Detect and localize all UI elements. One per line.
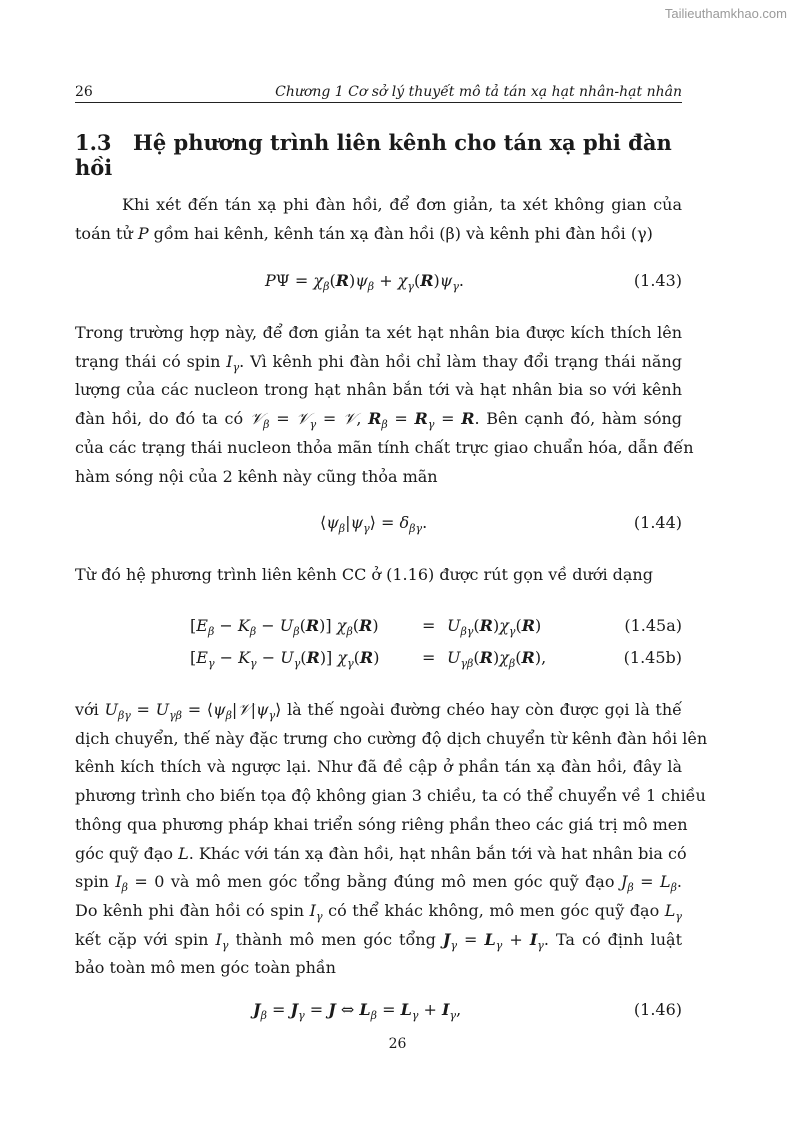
equation-1-45b-lhs: $[E_\gamma - K_\gamma - U_\gamma(R)]$ $\chi_\gamma(R)$ (190, 648, 380, 670)
equation-1-45a-lhs: $[E_\beta - K_\beta - U_\beta(R)]$ $\chi_\beta(R)$ (190, 616, 379, 638)
p4-line-1: với $U_{\beta\gamma} = U_{\gamma\beta}$ = $⟨\psi_\beta|𝒱|\psi_\gamma⟩$ là thế ngoài đường chéo hay còn được gọi là thế (75, 700, 683, 722)
p4-line-10: bảo toàn mô men góc toàn phần (75, 958, 336, 978)
section-title: Hệ phương trình liên kênh cho tán xạ phi đàn hồi (75, 130, 672, 180)
p4-line-6: góc quỹ đạo L. Khác với tán xạ đàn hồi, hạt nhân bắn tới và hat nhân bia có (75, 843, 687, 863)
p4-line-9: kết cặp với spin $I_\gamma$ thành mô men góc tổng $J_\gamma = L_\gamma + I_\gamma$. Ta có định luật (75, 929, 683, 952)
p4-line-8: Do kênh phi đàn hồi có spin $I_\gamma$ có thể khác không, mô men góc quỹ đạo $L_\gamma$ (75, 900, 682, 923)
section-heading (75, 130, 715, 180)
equation-1-43 (75, 271, 682, 297)
equation-1-44-number: (1.44) (633, 513, 682, 532)
equation-1-45b-rhs: $U_{\gamma\beta}(R)\chi_\beta(R)$, (447, 648, 547, 670)
p2-line-2: trạng thái có spin $I_\gamma$. Vì kênh phi đàn hồi chỉ làm thay đổi trạng thái năng (75, 351, 682, 374)
p2-line-5: của các trạng thái nucleon thỏa mãn tính chất trực giao chuẩn hóa, dẫn đến (75, 437, 694, 457)
p2-line-1: Trong trường hợp này, để đơn giản ta xét hạt nhân bia được kích thích lên (75, 323, 682, 342)
p3-line-1: Từ đó hệ phương trình liên kênh CC ở (1.16) được rút gọn về dưới dạng (75, 565, 653, 584)
equation-1-46-expr: $J_\beta = J_\gamma = J$ ⇔ $L_\beta = L_\gamma + I_\gamma$, (253, 1000, 462, 1022)
paragraph-2 (75, 319, 694, 491)
header-page-number: 26 (75, 84, 93, 100)
equation-1-45b (75, 648, 682, 674)
running-header (75, 84, 682, 103)
footer-page-number: 26 (388, 1036, 407, 1052)
p4-line-2: dịch chuyển, thế này đặc trưng cho cường độ dịch chuyển từ kênh đàn hồi lên (75, 728, 708, 748)
p2-line-3: lượng của các nucleon trong hạt nhân bắn tới và hạt nhân bia so với kênh (75, 380, 682, 400)
p2-line-4: đàn hồi, do đó ta có 𝒱$_\beta$ = 𝒱$_\gamma$ = 𝒱, $R_\beta = R_\gamma = R$. Bên cạnh đó, hàm sóng (75, 409, 683, 432)
equation-1-45a-equals: = (422, 616, 436, 635)
p4-line-3: kênh kích thích và ngược lại. Như đã đề cập ở phần tán xạ đàn hồi, đây là (75, 757, 682, 777)
paragraph-3 (75, 561, 682, 590)
header-chapter-title: Chương 1 Cơ sở lý thuyết mô tả tán xạ hạt nhân-hạt nhân (275, 84, 682, 100)
equation-1-44 (75, 513, 682, 539)
watermark: Tailieuthamkhao.com (664, 6, 787, 21)
p1-line-1: Khi xét đến tán xạ phi đàn hồi, để đơn giản, ta xét không gian của (122, 195, 682, 214)
paragraph-1 (75, 191, 682, 248)
equation-1-44-expr: $⟨\psi_\beta|\psi_\gamma⟩ = \delta_{\beta\gamma}$. (320, 513, 428, 535)
p4-line-5: thông qua phương pháp khai triển sóng riêng phần theo các giá trị mô men (75, 814, 688, 834)
equation-1-46 (75, 1000, 682, 1026)
equation-1-45a-number: (1.45a) (624, 616, 682, 635)
section-number: 1.3 (75, 130, 112, 155)
paragraph-4 (75, 696, 708, 983)
equation-1-43-expr: $P\Psi = \chi_\beta(R)\psi_\beta + \chi_\gamma(R)\psi_\gamma$. (265, 271, 465, 293)
equation-1-46-number: (1.46) (633, 1000, 682, 1019)
equation-1-45a (75, 616, 682, 642)
p4-line-7: spin $I_\beta = 0$ và mô men góc tổng bằng đúng mô men góc quỹ đạo $J_\beta = L_\beta$. (75, 872, 683, 895)
equation-1-45b-equals: = (422, 648, 436, 667)
equation-1-43-number: (1.43) (633, 271, 682, 290)
equation-1-45b-number: (1.45b) (623, 648, 682, 667)
equation-1-45a-rhs: $U_{\beta\gamma}(R)\chi_\gamma(R)$ (447, 616, 542, 638)
p2-line-6: hàm sóng nội của 2 kênh này cũng thỏa mãn (75, 466, 438, 486)
p1-line-2: toán tử P gồm hai kênh, kênh tán xạ đàn hồi (β) và kênh phi đàn hồi (γ) (75, 223, 653, 243)
p4-line-4: phương trình cho biến tọa độ không gian 3 chiều, ta có thể chuyển về 1 chiều (75, 786, 706, 806)
